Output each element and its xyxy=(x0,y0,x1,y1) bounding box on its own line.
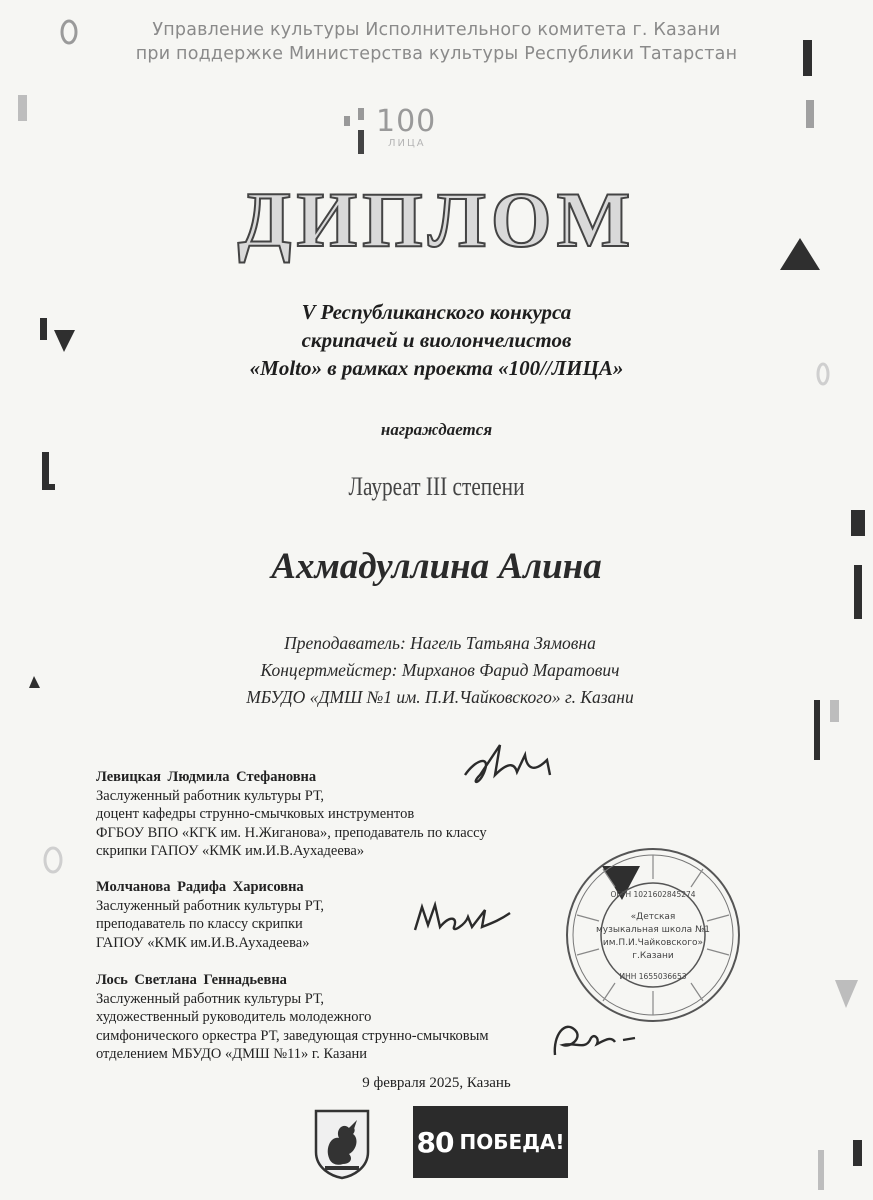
jury-title-line: Заслуженный работник культуры РТ, xyxy=(96,897,325,914)
contest-line-1: V Республиканского конкурса xyxy=(301,300,572,324)
jury-title-line: Заслуженный работник культуры РТ, xyxy=(96,787,325,804)
jury-name: Лось Светлана Геннадьевна xyxy=(96,972,287,988)
stamp-inn: ИНН 1655036653 xyxy=(619,972,687,981)
awarded-label: награждается xyxy=(380,420,493,439)
contest-description xyxy=(0,298,873,382)
issue-date: 9 февраля 2025, Казань xyxy=(362,1075,511,1091)
stamp-text-2: музыкальная школа №1 xyxy=(595,925,711,935)
contest-line-2: скрипачей и виолончелистов xyxy=(301,328,572,352)
recipient-name: Ахмадуллина Алина xyxy=(271,546,602,587)
organizer-line-1: Управление культуры Исполнительного комитета г. Казани xyxy=(152,20,721,40)
official-stamp-icon xyxy=(563,845,743,1025)
accompanist-line: Концертмейстер: Мирханов Фарид Маратович xyxy=(260,660,620,680)
jury-title-line: ФГБОУ ВПО «КГК им. Н.Жиганова», преподаватель по классу xyxy=(96,824,487,841)
jury-title-line: художественный руководитель молодежного xyxy=(96,1009,372,1025)
school-line: МБУДО «ДМШ №1 им. П.И.Чайковского» г. Казани xyxy=(246,687,634,707)
stamp-ogrn: ОГРН 1021602845274 xyxy=(610,890,696,899)
logo-number: 100 xyxy=(376,104,437,139)
jury-title-line: отделением МБУДО «ДМШ №11» г. Казани xyxy=(96,1046,368,1062)
contest-line-3: «Molto» в рамках проекта «100//ЛИЦА» xyxy=(249,356,624,380)
logo-caption: ЛИЦА xyxy=(388,138,426,149)
teacher-line: Преподаватель: Нагель Татьяна Зямовна xyxy=(284,633,596,653)
jury-name: Левицкая Людмила Стефановна xyxy=(96,769,317,785)
jury-title-line: ГАПОУ «КМК им.И.В.Аухадеева» xyxy=(96,934,310,951)
laureate-degree: Лауреат III степени xyxy=(348,472,525,501)
kazan-coat-of-arms-icon xyxy=(313,1108,371,1180)
jury-title-line: симфонического оркестра РТ, заведующая струнно-смычковым xyxy=(96,1027,489,1044)
jury-title-line: преподаватель по классу скрипки xyxy=(96,916,303,932)
organizer-header xyxy=(0,18,873,66)
jury-title-line: скрипки ГАПОУ «КМК им.И.В.Аухадеева» xyxy=(96,843,365,859)
stamp-text-4: г.Казани xyxy=(632,951,674,961)
jury-member-3 xyxy=(96,971,566,1064)
victory-80-word: ПОБЕДА! xyxy=(459,1130,565,1154)
jury-name: Молчанова Радифа Харисовна xyxy=(96,879,304,895)
victory-80-logo xyxy=(413,1106,568,1178)
stamp-text-1: «Детская xyxy=(630,912,676,922)
teachers-block xyxy=(150,630,730,711)
stamp-text-3: им.П.И.Чайковского» xyxy=(602,938,704,948)
jury-title-line: Заслуженный работник культуры РТ, xyxy=(96,990,325,1007)
signature-1-icon xyxy=(455,730,565,790)
jury-title-line: доцент кафедры струнно-смычковых инструментов xyxy=(96,806,415,822)
logo-mark-icon xyxy=(336,104,376,156)
signature-2-icon xyxy=(410,895,520,940)
project-logo xyxy=(336,104,466,156)
document-title: ДИПЛОМ xyxy=(237,176,636,263)
victory-80-number: 80 xyxy=(416,1125,454,1159)
organizer-line-2: при поддержке Министерства культуры Республики Татарстан xyxy=(135,44,738,64)
